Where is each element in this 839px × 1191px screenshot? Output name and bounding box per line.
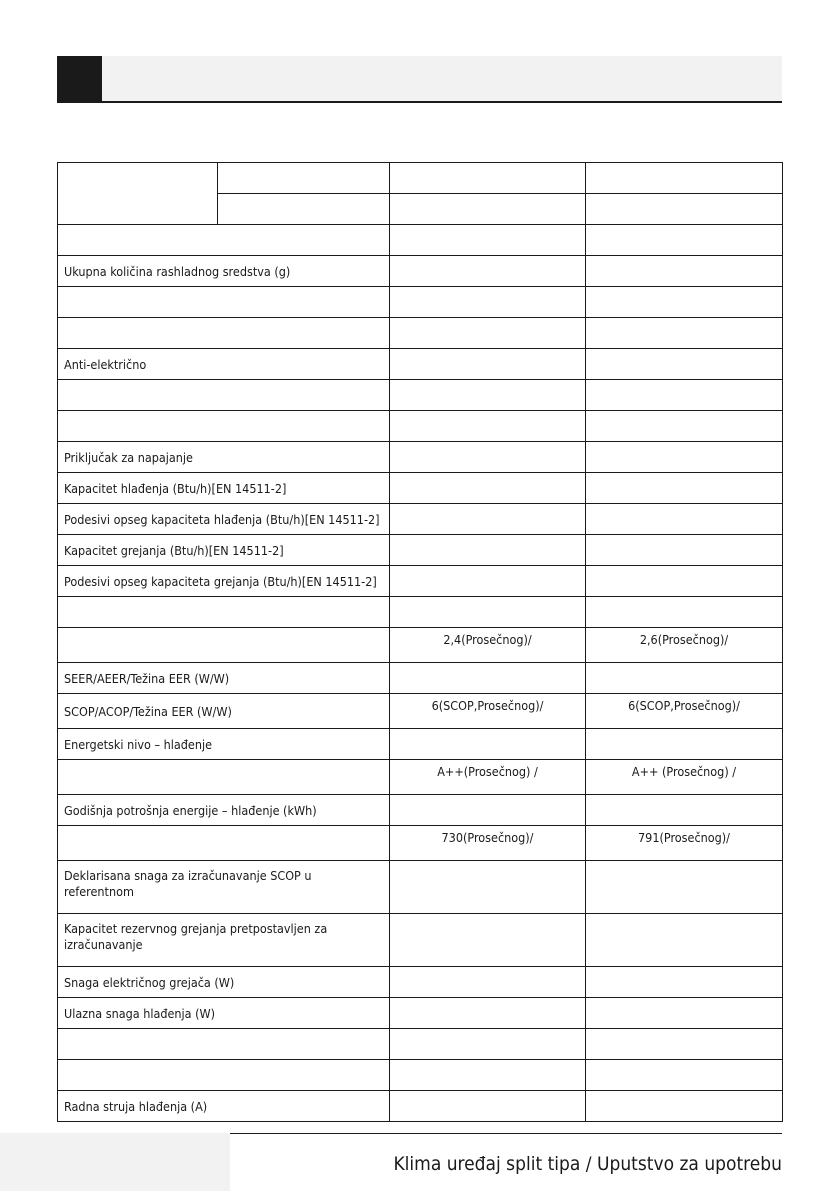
row-value-c1 <box>390 1060 586 1091</box>
row-value-c1 <box>390 411 586 442</box>
table-row <box>58 473 783 504</box>
table-row <box>58 349 783 380</box>
row-value-c1: 6(SCOP,Prosečnog)/ <box>390 694 586 729</box>
row-value-c1 <box>390 597 586 628</box>
table-row <box>58 256 783 287</box>
row-value-c1 <box>390 1029 586 1060</box>
row-value-c1 <box>390 442 586 473</box>
row-value-c2 <box>586 566 783 597</box>
row-value-c2 <box>586 1091 783 1122</box>
row-label <box>58 411 390 442</box>
table-row <box>58 795 783 826</box>
table-row <box>58 380 783 411</box>
row-value-c1 <box>390 914 586 967</box>
table-row <box>58 287 783 318</box>
row-label: Godišnja potrošnja energije – hlađenje (kWh) <box>58 795 390 826</box>
header-cell <box>218 163 390 194</box>
row-value-c1 <box>390 729 586 760</box>
row-value-c2 <box>586 597 783 628</box>
table-row <box>58 628 783 663</box>
row-label <box>58 380 390 411</box>
row-value-c2 <box>586 473 783 504</box>
table-row <box>58 663 783 694</box>
row-label: Ukupna količina rashladnog sredstva (g) <box>58 256 390 287</box>
footer-gray-block <box>0 1133 230 1191</box>
row-value-c1 <box>390 473 586 504</box>
row-value-c2 <box>586 729 783 760</box>
row-label: Ulazna snaga hlađenja (W) <box>58 998 390 1029</box>
section-number-block <box>57 56 102 101</box>
row-label <box>58 225 390 256</box>
row-value-c1: 730(Prosečnog)/ <box>390 826 586 861</box>
table-row <box>58 861 783 914</box>
row-label: Kapacitet rezervnog grejanja pretpostavljen za izračunavanje <box>58 914 390 967</box>
row-value-c1 <box>390 225 586 256</box>
table-row <box>58 1060 783 1091</box>
row-label: Energetski nivo – hlađenje <box>58 729 390 760</box>
row-value-c1 <box>390 504 586 535</box>
row-label <box>58 597 390 628</box>
table-row <box>58 411 783 442</box>
row-value-c2 <box>586 914 783 967</box>
row-label: SCOP/ACOP/Težina EER (W/W) <box>58 694 390 729</box>
row-value-c2 <box>586 795 783 826</box>
table-row <box>58 442 783 473</box>
table-header-row <box>58 163 783 194</box>
row-label <box>58 826 390 861</box>
row-value-c1 <box>390 998 586 1029</box>
row-value-c2 <box>586 998 783 1029</box>
row-label: SEER/AEER/Težina EER (W/W) <box>58 663 390 694</box>
spec-table <box>57 162 783 1122</box>
row-value-c2 <box>586 380 783 411</box>
header-cell <box>390 163 586 194</box>
row-value-c2 <box>586 442 783 473</box>
row-value-c2 <box>586 318 783 349</box>
header-cell <box>586 163 783 194</box>
row-value-c2 <box>586 1060 783 1091</box>
row-value-c1 <box>390 287 586 318</box>
row-label: Anti-električno <box>58 349 390 380</box>
row-value-c2: A++ (Prosečnog) / <box>586 760 783 795</box>
row-value-c2 <box>586 287 783 318</box>
row-label <box>58 760 390 795</box>
row-label: Snaga električnog grejača (W) <box>58 967 390 998</box>
row-value-c2 <box>586 1029 783 1060</box>
table-row <box>58 914 783 967</box>
row-label: Radna struja hlađenja (A) <box>58 1091 390 1122</box>
row-label: Deklarisana snaga za izračunavanje SCOP u referentnom <box>58 861 390 914</box>
table-row <box>58 504 783 535</box>
header-cell <box>586 194 783 225</box>
row-value-c2 <box>586 225 783 256</box>
row-value-c1 <box>390 349 586 380</box>
header-cell <box>390 194 586 225</box>
row-value-c2 <box>586 411 783 442</box>
row-value-c2 <box>586 256 783 287</box>
table-row <box>58 597 783 628</box>
row-value-c1 <box>390 535 586 566</box>
row-value-c2 <box>586 967 783 998</box>
row-value-c1: 2,4(Prosečnog)/ <box>390 628 586 663</box>
table-row <box>58 694 783 729</box>
table-row <box>58 826 783 861</box>
table-row <box>58 760 783 795</box>
row-value-c1 <box>390 566 586 597</box>
row-value-c2 <box>586 861 783 914</box>
row-value-c2 <box>586 349 783 380</box>
row-label <box>58 318 390 349</box>
table-row <box>58 318 783 349</box>
row-value-c1 <box>390 967 586 998</box>
row-value-c2 <box>586 504 783 535</box>
row-label <box>58 628 390 663</box>
row-label <box>58 1060 390 1091</box>
table-row <box>58 535 783 566</box>
row-value-c1 <box>390 861 586 914</box>
row-label: Kapacitet grejanja (Btu/h)[EN 14511-2] <box>58 535 390 566</box>
table-row <box>58 225 783 256</box>
row-value-c1: A++(Prosečnog) / <box>390 760 586 795</box>
row-value-c1 <box>390 380 586 411</box>
row-value-c2: 6(SCOP,Prosečnog)/ <box>586 694 783 729</box>
header-corner-cell <box>58 163 218 225</box>
footer-divider <box>230 1133 782 1134</box>
row-label: Podesivi opseg kapaciteta hlađenja (Btu/h)[EN 14511-2] <box>58 504 390 535</box>
row-label <box>58 287 390 318</box>
row-value-c2: 2,6(Prosečnog)/ <box>586 628 783 663</box>
table-row <box>58 1091 783 1122</box>
table-row <box>58 1029 783 1060</box>
header-cell <box>218 194 390 225</box>
footer-title: Klima uređaj split tipa / Uputstvo za upotrebu <box>393 1153 782 1175</box>
row-label: Podesivi opseg kapaciteta grejanja (Btu/h)[EN 14511-2] <box>58 566 390 597</box>
row-value-c1 <box>390 795 586 826</box>
row-value-c2: 791(Prosečnog)/ <box>586 826 783 861</box>
row-label: Kapacitet hlađenja (Btu/h)[EN 14511-2] <box>58 473 390 504</box>
row-value-c1 <box>390 663 586 694</box>
row-label <box>58 1029 390 1060</box>
table-row <box>58 967 783 998</box>
row-value-c1 <box>390 1091 586 1122</box>
row-value-c2 <box>586 663 783 694</box>
table-row <box>58 998 783 1029</box>
row-value-c1 <box>390 256 586 287</box>
section-header-bar <box>57 56 782 103</box>
row-label: Priključak za napajanje <box>58 442 390 473</box>
row-value-c1 <box>390 318 586 349</box>
row-value-c2 <box>586 535 783 566</box>
table-row <box>58 729 783 760</box>
table-row <box>58 566 783 597</box>
